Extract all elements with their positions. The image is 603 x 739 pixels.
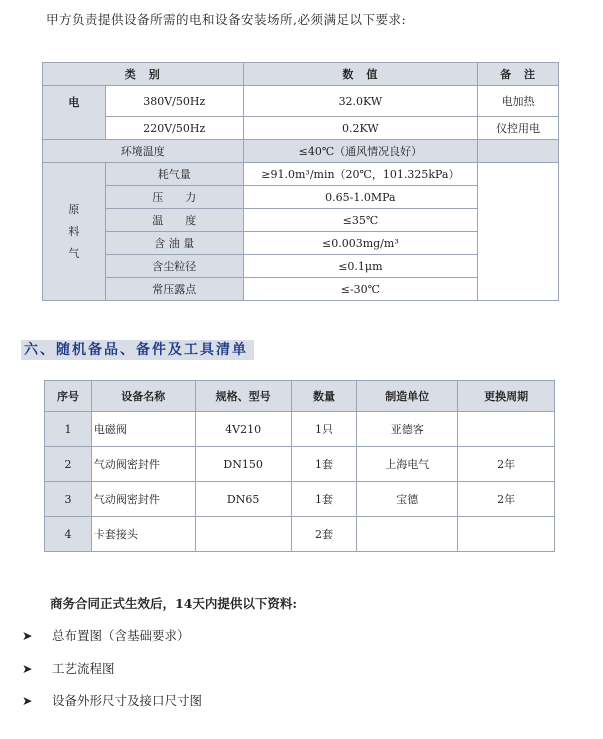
cell: 3	[45, 482, 92, 517]
cell: 2套	[291, 517, 357, 552]
list-item-text: 工艺流程图	[52, 661, 115, 676]
header-name: 设备名称	[91, 381, 195, 412]
cell: 0.2KW	[243, 117, 478, 140]
intro-text: 甲方负责提供设备所需的电和设备安装场所,必须满足以下要求:	[46, 12, 407, 27]
cell	[458, 412, 555, 447]
cell: 220V/50Hz	[105, 117, 243, 140]
cell: 宝德	[357, 482, 458, 517]
list-item-text: 总布置图（含基础要求）	[52, 628, 190, 643]
table-row	[43, 140, 559, 163]
cell: ≤0.003mg/m³	[243, 232, 478, 255]
cell: 4	[45, 517, 92, 552]
cell: 上海电气	[357, 447, 458, 482]
cell: 压 力	[105, 186, 243, 209]
cell: ≤40℃（通风情况良好）	[243, 140, 478, 163]
cell: 仪控用电	[478, 117, 559, 140]
header-value: 数 值	[243, 63, 478, 86]
cell	[478, 163, 559, 301]
cell	[478, 140, 559, 163]
header-note: 备 注	[478, 63, 559, 86]
table-row	[43, 86, 559, 117]
cell: 气动阀密封件	[91, 447, 195, 482]
requirements-table	[42, 62, 559, 301]
cell: 1套	[291, 447, 357, 482]
arrowhead-icon: ➤	[22, 693, 33, 708]
list-item	[22, 691, 202, 709]
cell: 气动阀密封件	[91, 482, 195, 517]
cell	[458, 517, 555, 552]
header-category: 类 别	[43, 63, 244, 86]
table-row	[45, 412, 555, 447]
header-qty: 数量	[291, 381, 357, 412]
cell: 2年	[458, 447, 555, 482]
cell: 卡套接头	[91, 517, 195, 552]
cell: ≤-30℃	[243, 278, 478, 301]
cell: 2	[45, 447, 92, 482]
note-text: 商务合同正式生效后，14天内提供以下资料:	[50, 596, 298, 611]
cell	[357, 517, 458, 552]
cell: DN150	[195, 447, 291, 482]
cell: 2年	[458, 482, 555, 517]
cell: 常压露点	[105, 278, 243, 301]
cell	[195, 517, 291, 552]
cell: 380V/50Hz	[105, 86, 243, 117]
cell: ≥91.0m³/min（20℃，101.325kPa）	[243, 163, 478, 186]
header-no: 序号	[45, 381, 92, 412]
raw-gas-label	[43, 163, 106, 301]
cell: 1只	[291, 412, 357, 447]
cell: 耗气量	[105, 163, 243, 186]
cell: 含 油 量	[105, 232, 243, 255]
header-cycle: 更换周期	[458, 381, 555, 412]
list-item	[22, 626, 190, 644]
list-item-text: 设备外形尺寸及接口尺寸图	[52, 693, 203, 708]
arrowhead-icon: ➤	[22, 661, 33, 676]
list-item	[22, 659, 115, 677]
section-title: 六、随机备品、备件及工具清单	[21, 340, 254, 360]
cell: 1	[45, 412, 92, 447]
table-row	[43, 163, 559, 186]
table-header-row	[45, 381, 555, 412]
elec-label: 电	[43, 86, 106, 140]
cell: 32.0KW	[243, 86, 478, 117]
cell: 1套	[291, 482, 357, 517]
cell: 电磁阀	[91, 412, 195, 447]
raw-gas-text: 原料气	[68, 202, 80, 260]
cell: 4V210	[195, 412, 291, 447]
cell: ≤35℃	[243, 209, 478, 232]
cell: 温 度	[105, 209, 243, 232]
arrowhead-icon: ➤	[22, 628, 33, 643]
cell: ≤0.1μm	[243, 255, 478, 278]
cell: 电加热	[478, 86, 559, 117]
table-row	[45, 482, 555, 517]
header-model: 规格、型号	[195, 381, 291, 412]
cell: 含尘粒径	[105, 255, 243, 278]
env-label: 环境温度	[43, 140, 244, 163]
cell: 亚德客	[357, 412, 458, 447]
table-row	[45, 517, 555, 552]
cell: DN65	[195, 482, 291, 517]
header-maker: 制造单位	[357, 381, 458, 412]
table-row	[43, 117, 559, 140]
table-row	[45, 447, 555, 482]
cell: 0.65-1.0MPa	[243, 186, 478, 209]
spare-parts-table	[44, 380, 555, 552]
table-header-row	[43, 63, 559, 86]
